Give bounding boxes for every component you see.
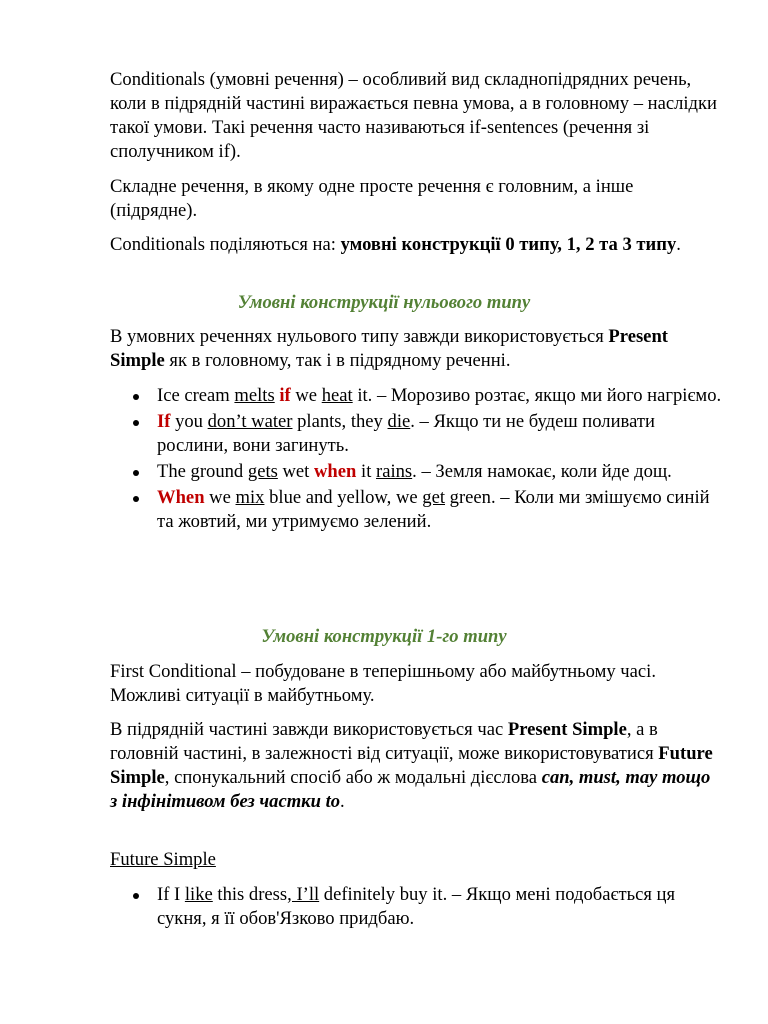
- future-simple-subheading: Future Simple: [110, 849, 216, 870]
- intro-paragraph-1: Conditionals (умовні речення) – особливий вид складнопідрядних речень, коли в підрядній частині виражається певна умова, а в головному – наслідки такої умови. Такі речення часто називаються if-sentences (речення зі сполучником if).: [110, 69, 717, 162]
- bullet-icon: [133, 470, 139, 476]
- first-examples-list: [110, 883, 722, 931]
- first-conditional-heading: Умовні конструкції 1-го типу: [261, 626, 507, 647]
- first-conditional-examples: [110, 883, 722, 931]
- zero-conditional-heading: Умовні конструкції нульового типу: [237, 292, 531, 313]
- list-item: The ground gets wet when it rains. – Земля намокає, коли йде дощ.: [110, 460, 722, 484]
- first-conditional-description: В підрядній частині завжди використовується час Present Simple, а в головній частині, в залежності від ситуації, може використовуватися Future Simple, спонукальний спосіб або ж модальні дієслова can, must, may тощо з інфінітивом без частки to.: [110, 719, 713, 812]
- list-item: If I like this dress, I’ll definitely buy it. – Якщо мені подобається ця сукня, я її обов'Язково придбаю.: [110, 883, 722, 931]
- bullet-icon: [133, 394, 139, 400]
- first-conditional-definition: First Conditional – побудоване в теперішньому або майбутньому часі. Можливі ситуації в майбутньому.: [110, 661, 656, 706]
- list-item: When we mix blue and yellow, we get green. – Коли ми змішуємо синій та жовтий, ми утримуємо зелений.: [110, 486, 722, 534]
- bullet-icon: [133, 893, 139, 899]
- bullet-icon: [133, 496, 139, 502]
- intro-paragraph-3: Conditionals поділяються на: умовні конструкції 0 типу, 1, 2 та 3 типу.: [110, 234, 681, 255]
- list-item: Ice cream melts if we heat it. – Морозиво розтає, якщо ми його нагріємо.: [110, 384, 722, 408]
- list-item: If you don’t water plants, they die. – Якщо ти не будеш поливати рослини, вони загинуть.: [110, 410, 722, 458]
- zero-conditional-description: В умовних реченнях нульового типу завжди використовується Present Simple як в головному, так і в підрядному реченні.: [110, 326, 668, 371]
- bullet-icon: [133, 420, 139, 426]
- intro-paragraph-2: Складне речення, в якому одне просте речення є головним, а інше (підрядне).: [110, 176, 634, 221]
- zero-conditional-examples: [110, 384, 722, 534]
- types-list-bold: умовні конструкції 0 типу, 1, 2 та 3 типу: [340, 234, 677, 255]
- zero-examples-list: [110, 384, 722, 534]
